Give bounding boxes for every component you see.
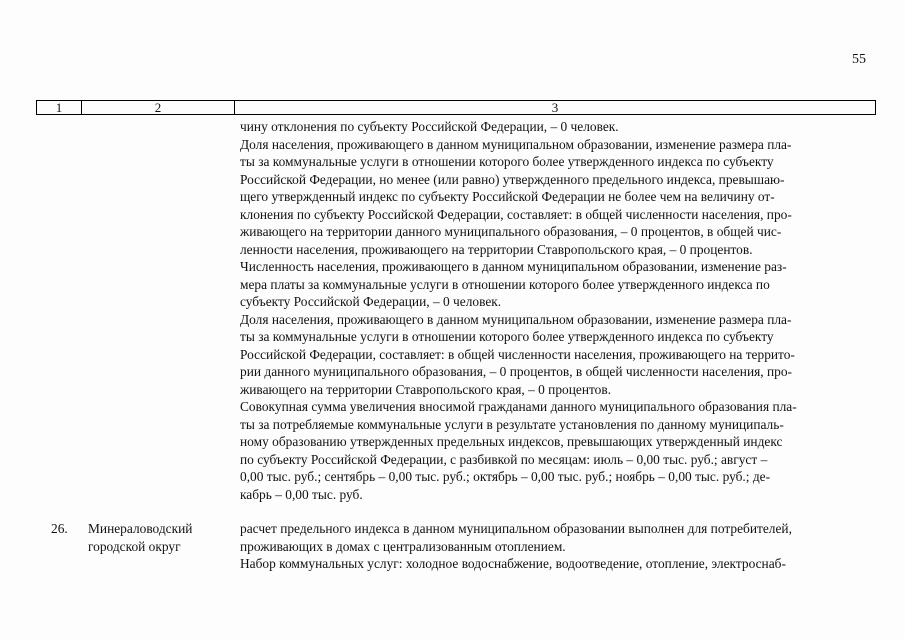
row-number: 26. xyxy=(51,521,68,536)
row-description xyxy=(240,520,872,573)
page-number: 55 xyxy=(852,52,866,67)
paragraph: Совокупная сумма увеличения вносимой гражданами данного муниципального образования пла- ты за потребляемые коммунальные услуги в результате установления по данному муниципаль- ному образованию утвержденных предельных индексов, превышающих утвержденный индекс по субъекту Российской Федерации, с разбивкой по месяцам: июль – 0,00 тыс. руб.; август – 0,00 тыс. руб.; сентябрь – 0,00 тыс. руб.; октябрь – 0,00 тыс. руб.; ноябрь – 0,00 тыс. руб.; де- кабрь – 0,00 тыс. руб. xyxy=(240,399,797,502)
paragraph: расчет предельного индекса в данном муниципальном образовании выполнен для потребителей, проживающих в домах с централизованным отоплением. xyxy=(240,521,792,554)
paragraph: Доля населения, проживающего в данном муниципальном образовании, изменение размера пла- ты за коммунальные услуги в отношении которого более утвержденного индекса по субъекту Российской Федерации, но менее (или равно) утвержденного предельного индекса, превышаю- щего утвержденный индекс по субъекту Российской Федерации не более чем на величину от- клонения по субъекту Российской Федерации, составляет: в общей численности населения, про- живающего на территории данного муниципального образования, – 0 процентов, в общей чис- ленности населения, проживающего на территории Ставропольского края, – 0 процентов. xyxy=(240,136,792,257)
continuation-text-block xyxy=(240,118,872,503)
column-header-1: 1 xyxy=(37,101,82,114)
paragraph: чину отклонения по субъекту Российской Федерации, – 0 человек. xyxy=(240,119,619,134)
municipality-name: Минераловодский городской округ xyxy=(88,521,193,554)
column-header-2: 2 xyxy=(82,101,235,114)
table-header-row xyxy=(36,100,876,115)
paragraph: Доля населения, проживающего в данном муниципальном образовании, изменение размера пла- ты за коммунальные услуги в отношении которого более утвержденного индекса по субъекту Российской Федерации, составляет: в общей численности населения, проживающего на террито- рии данного муниципального образования, – 0 процентов, в общей численности населения, про- живающего на территории Ставропольского края, – 0 процентов. xyxy=(240,311,795,397)
paragraph: Набор коммунальных услуг: холодное водоснабжение, водоотведение, отопление, электроснаб- xyxy=(240,556,786,571)
column-header-3: 3 xyxy=(551,100,559,115)
paragraph: Численность населения, проживающего в данном муниципальном образовании, изменение раз- мера платы за коммунальные услуги в отношении которого более утвержденного индекса по субъекту Российской Федерации, – 0 человек. xyxy=(240,259,787,309)
